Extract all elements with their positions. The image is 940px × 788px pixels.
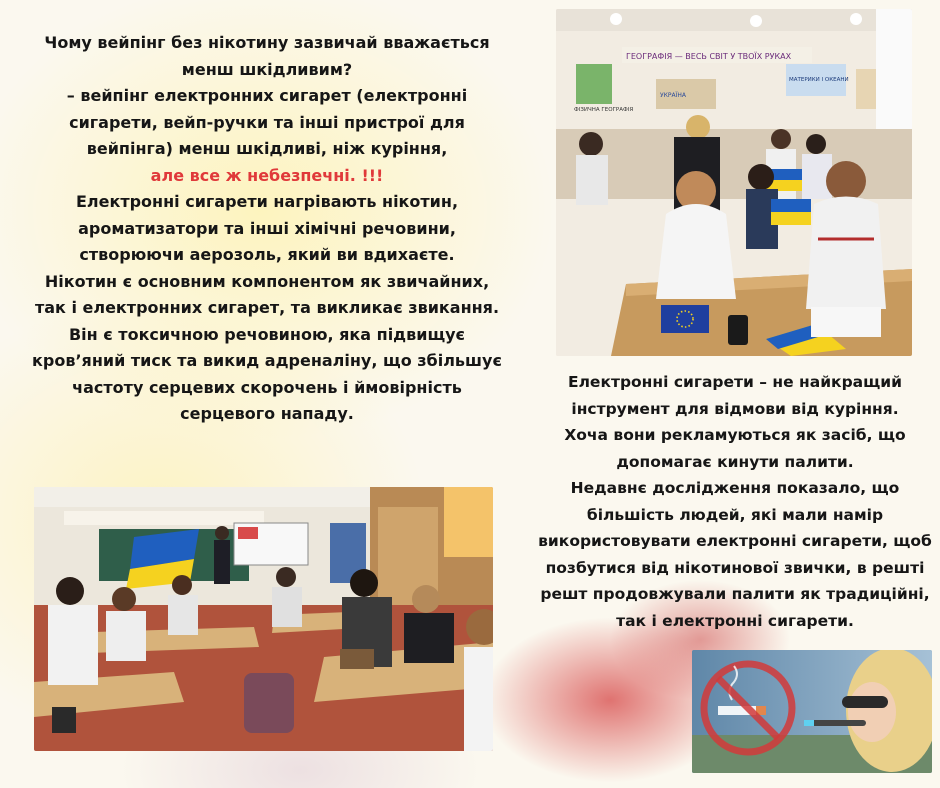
classroom-photo-bottom-illustration [34, 487, 493, 751]
left-text-block [28, 30, 506, 428]
right-text-block [536, 369, 934, 634]
warning-text: але все ж небезпечні. !!! [150, 165, 384, 185]
paragraph-nicotine: Нікотин є основним компонентом як звичайних, так і електронних сигарет, та викликає звикання. [34, 271, 500, 317]
no-vaping-illustration [692, 650, 932, 773]
classroom-photo-top [556, 9, 912, 356]
paragraph-not-best-tool: Електронні сигарети – не найкращий інструмент для відмови від куріння. [567, 373, 902, 418]
poster-physical-geography: ФІЗИЧНА ГЕОГРАФІЯ [574, 107, 634, 113]
poster-ukraine: УКРАЇНА [660, 92, 687, 99]
classroom-banner-text: ГЕОГРАФІЯ — ВЕСЬ СВІТ У ТВОЇХ РУКАХ [626, 52, 792, 61]
no-vaping-photo [692, 650, 932, 773]
poster-continents-oceans: МАТЕРИКИ І ОКЕАНИ [789, 77, 849, 83]
answer-text: – вейпінг електронних сигарет (електронні сигарети, вейп-ручки та інші пристрої для вейпінга) менш шкідливі, ніж куріння, [66, 86, 468, 158]
classroom-photo-top-illustration [556, 9, 912, 356]
paragraph-heating: Електронні сигарети нагрівають нікотин, ароматизатори та інші хімічні речовини, створюючи аерозоль, який ви вдихаєте. [75, 192, 459, 264]
classroom-photo-bottom [34, 487, 493, 751]
paragraph-advertised: Хоча вони рекламуються як засіб, що допомагає кинути палити. [564, 426, 906, 471]
question-text: Чому вейпінг без нікотину зазвичай вважається менш шкідливим? [44, 33, 490, 79]
paragraph-study: Недавнє дослідження показало, що більшість людей, які мали намір використовувати електронні сигарети, щоб позбутися від нікотинової звички, в решті решт продовжували палити як традиційні, так і електронні сигарети. [538, 479, 932, 630]
paragraph-toxic: Він є токсичною речовиною, яка підвищує кров’яний тиск та викид адреналіну, що збільшує частоту серцевих скорочень і ймовірність серцевого нападу. [32, 324, 502, 423]
